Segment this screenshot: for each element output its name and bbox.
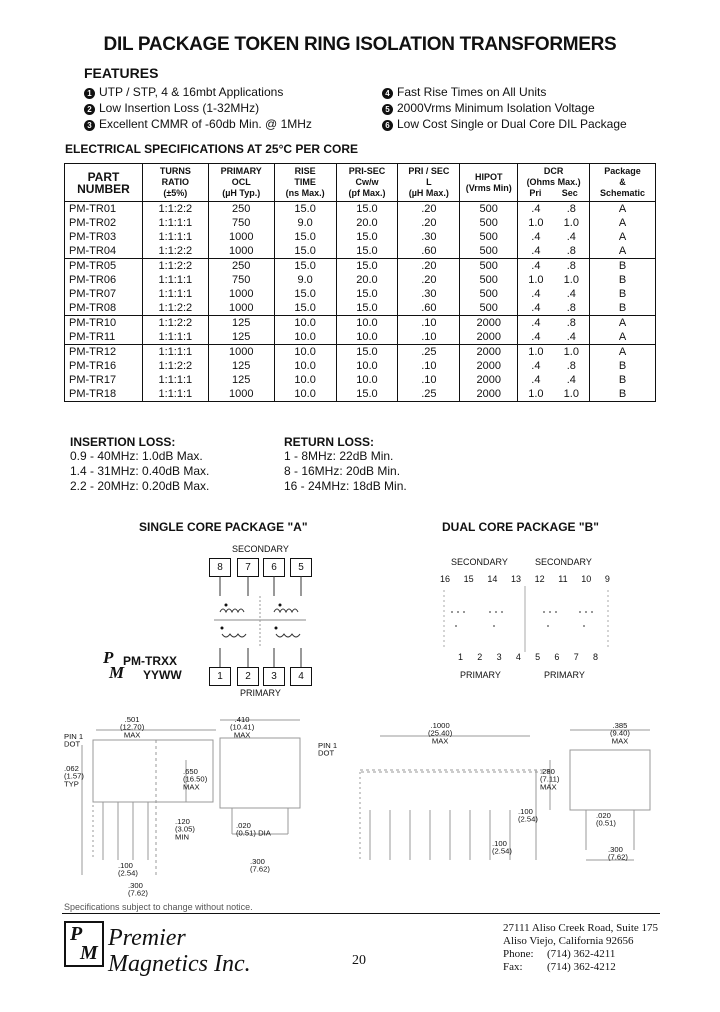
cell-cww: 15.0 [336,230,398,244]
cell-dcr [518,316,590,331]
return-loss-heading: RETURN LOSS: [284,435,374,449]
col-header-rise: RISE TIME (ns Max.) [274,164,336,202]
dim-b-body-width: .385 (9.40) MAX [610,721,630,745]
cell-ocl: 250 [208,202,274,217]
col-header-turns: TURNS RATIO (±5%) [142,164,208,202]
cell-dcr-sec: 1.0 [563,388,579,400]
table-row [65,273,656,287]
cell-part: PM-TR18 [65,387,143,402]
feature-item [382,116,627,132]
cell-rise: 10.0 [274,387,336,402]
phone-number: (714) 362-4211 [547,948,616,960]
cell-cww: 15.0 [336,387,398,402]
table-row [65,216,656,230]
cell-l: .60 [398,301,460,316]
cell-turns: 1:1:2:2 [142,359,208,373]
feature-number-badge: 3 [84,120,95,131]
dual-pin: 14 [487,574,498,584]
cell-dcr [518,387,590,402]
cell-hipot: 500 [460,259,518,274]
dim-a-pitch: .100 (2.54) [118,861,138,878]
cell-turns: 1:1:2:2 [142,301,208,316]
cell-hipot: 2000 [460,387,518,402]
pin-6: 6 [263,558,285,577]
cell-pkg: A [590,330,656,345]
insertion-loss-line: 2.2 - 20MHz: 0.20dB Max. [70,479,210,493]
dim-a-width: .501 (12.70) MAX [120,715,145,739]
pin-7: 7 [237,558,259,577]
company-address: 27111 Aliso Creek Road, Suite 175 Aliso Viejo, California 92656 Phone: (714) 362-4211 Fax: (714) 362-4212 [503,922,659,973]
cell-rise: 10.0 [274,345,336,360]
return-loss-line: 1 - 8MHz: 22dB Min. [284,449,394,463]
cell-l: .20 [398,202,460,217]
cell-pkg: A [590,345,656,360]
cell-dcr [518,301,590,316]
dim-a-pin-offset: .062 (1.57) TYP [64,764,84,788]
cell-cww: 15.0 [336,345,398,360]
cell-dcr [518,287,590,301]
cell-dcr [518,273,590,287]
cell-cww: 20.0 [336,216,398,230]
cell-dcr-sec: .8 [566,302,576,314]
dual-pin: 3 [496,652,502,662]
cell-dcr-pri: .4 [531,245,541,257]
cell-rise: 9.0 [274,216,336,230]
cell-part: PM-TR10 [65,316,143,331]
cell-part: PM-TR17 [65,373,143,387]
fax-number: (714) 362-4212 [547,961,616,973]
cell-pkg: A [590,216,656,230]
cell-pkg: B [590,387,656,402]
dual-pin: 15 [463,574,474,584]
cell-dcr-pri: .4 [531,331,541,343]
feature-item [84,84,312,100]
feature-number-badge: 4 [382,88,393,99]
cell-pkg: A [590,316,656,331]
cell-hipot: 2000 [460,373,518,387]
cell-rise: 15.0 [274,230,336,244]
cell-hipot: 500 [460,287,518,301]
cell-hipot: 2000 [460,345,518,360]
cell-part: PM-TR06 [65,273,143,287]
pin-5: 5 [290,558,312,577]
cell-rise: 15.0 [274,202,336,217]
cell-hipot: 500 [460,202,518,217]
dual-core-heading: DUAL CORE PACKAGE "B" [442,520,599,534]
cell-cww: 10.0 [336,316,398,331]
features-heading: FEATURES [84,65,159,81]
cell-turns: 1:1:1:1 [142,330,208,345]
dual-pin: 12 [534,574,545,584]
cell-rise: 10.0 [274,330,336,345]
cell-rise: 15.0 [274,301,336,316]
cell-turns: 1:1:1:1 [142,287,208,301]
dual-pin: 2 [477,652,483,662]
feature-text: 2000Vrms Minimum Isolation Voltage [397,101,595,115]
dim-a-lead-dia: .020 (0.51) DIA [236,821,271,838]
col-header-package: Package & Schematic [590,164,656,202]
col-header-hipot: HIPOT (Vrms Min) [460,164,518,202]
cell-dcr [518,259,590,274]
insertion-loss-line: 1.4 - 31MHz: 0.40dB Max. [70,464,210,478]
table-row [65,230,656,244]
cell-rise: 15.0 [274,287,336,301]
feature-item [84,116,312,132]
cell-l: .10 [398,330,460,345]
part-marking: PM-TRXX YYWW [123,654,182,682]
cell-dcr-pri: 1.0 [528,217,544,229]
cell-rise: 10.0 [274,316,336,331]
cell-dcr-pri: .4 [531,203,541,215]
cell-hipot: 500 [460,216,518,230]
single-primary-label: PRIMARY [240,688,281,698]
return-loss-line: 8 - 16MHz: 20dB Min. [284,464,401,478]
feature-number-badge: 1 [84,88,95,99]
cell-hipot: 2000 [460,330,518,345]
cell-turns: 1:1:1:1 [142,373,208,387]
cell-turns: 1:1:1:1 [142,273,208,287]
cell-cww: 10.0 [336,373,398,387]
cell-ocl: 1000 [208,301,274,316]
table-row [65,387,656,402]
dual-pin: 7 [573,652,579,662]
dual-bottom-pins [458,652,598,662]
cell-dcr-pri: .4 [531,231,541,243]
cell-dcr [518,230,590,244]
cell-ocl: 1000 [208,287,274,301]
cell-ocl: 250 [208,259,274,274]
feature-text: Excellent CMMR of -60db Min. @ 1MHz [99,117,312,131]
feature-text: UTP / STP, 4 & 16mbt Applications [99,85,284,99]
pin-2: 2 [237,667,259,686]
company-logo: P M [64,921,104,967]
dim-b-lead-length: .100 (2.54) [518,807,538,824]
cell-hipot: 500 [460,301,518,316]
feature-text: Low Cost Single or Dual Core DIL Package [397,117,627,131]
cell-l: .30 [398,287,460,301]
cell-rise: 10.0 [274,359,336,373]
feature-number-badge: 6 [382,120,393,131]
dual-pin: 13 [510,574,521,584]
electrical-spec-heading: ELECTRICAL SPECIFICATIONS AT 25°C PER CORE [65,142,359,156]
spec-change-note: Specifications subject to change without notice. [64,902,253,912]
dual-pin: 6 [554,652,560,662]
cell-cww: 15.0 [336,202,398,217]
cell-cww: 15.0 [336,287,398,301]
cell-cww: 10.0 [336,359,398,373]
cell-dcr [518,373,590,387]
cell-dcr-sec: .8 [566,203,576,215]
feature-number-badge: 2 [84,104,95,115]
cell-hipot: 500 [460,230,518,244]
cell-turns: 1:1:1:1 [142,345,208,360]
cell-ocl: 1000 [208,244,274,259]
insertion-loss-block [70,435,209,494]
cell-l: .20 [398,216,460,230]
cell-ocl: 1000 [208,387,274,402]
insertion-loss-heading: INSERTION LOSS: [70,435,176,449]
cell-dcr-sec: .4 [566,331,576,343]
cell-ocl: 750 [208,273,274,287]
dim-b-pin1-dot: PIN 1 DOT [318,741,338,758]
cell-dcr-sec: .8 [566,260,576,272]
pin-8: 8 [209,558,231,577]
cell-ocl: 125 [208,359,274,373]
dim-a-span: .300 (7.62) [128,881,148,898]
cell-dcr-pri: 1.0 [528,388,544,400]
cell-pkg: B [590,301,656,316]
cell-dcr-pri: 1.0 [528,274,544,286]
cell-dcr-pri: 1.0 [528,346,544,358]
cell-dcr-sec: 1.0 [563,274,579,286]
cell-part: PM-TR05 [65,259,143,274]
dim-a-row-spacing: .300 (7.62) [250,857,270,874]
cell-l: .30 [398,230,460,244]
cell-ocl: 125 [208,316,274,331]
single-secondary-label: SECONDARY [232,544,289,554]
cell-part: PM-TR11 [65,330,143,345]
dual-pin: 9 [604,574,610,584]
dim-b-lead-dia: .020 (0.51) [596,811,616,828]
cell-cww: 15.0 [336,259,398,274]
dim-b-pitch: .100 (2.54) [492,839,512,856]
insertion-loss-line: 0.9 - 40MHz: 1.0dB Max. [70,449,203,463]
cell-dcr-sec: .8 [566,245,576,257]
table-row [65,259,656,274]
dim-b-span: .300 (7.62) [608,845,628,862]
cell-part: PM-TR08 [65,301,143,316]
feature-text: Fast Rise Times on All Units [397,85,547,99]
page-title: DIL PACKAGE TOKEN RING ISOLATION TRANSFORMERS [103,34,617,55]
cell-hipot: 500 [460,273,518,287]
cell-cww: 20.0 [336,273,398,287]
dual-top-pins [440,574,610,584]
pin-4: 4 [290,667,312,686]
cell-part: PM-TR04 [65,244,143,259]
col-header-cww: PRI-SEC Cw/w (pf Max.) [336,164,398,202]
cell-turns: 1:1:2:2 [142,316,208,331]
cell-ocl: 1000 [208,230,274,244]
feature-number-badge: 5 [382,104,393,115]
single-core-schematic [200,576,320,668]
cell-dcr-sec: .4 [566,374,576,386]
col-header-part: PART NUMBER [65,164,143,202]
cell-dcr [518,216,590,230]
cell-rise: 15.0 [274,259,336,274]
cell-hipot: 500 [460,244,518,259]
cell-pkg: B [590,359,656,373]
col-header-l: PRI / SEC L (µH Max.) [398,164,460,202]
cell-dcr [518,345,590,360]
cell-cww: 15.0 [336,301,398,316]
cell-pkg: B [590,273,656,287]
spec-table-body [65,202,656,402]
cell-rise: 15.0 [274,244,336,259]
col-header-ocl: PRIMARY OCL (µH Typ.) [208,164,274,202]
feature-item [382,100,627,116]
dual-core-schematic [440,586,612,652]
cell-pkg: B [590,259,656,274]
cell-ocl: 125 [208,373,274,387]
table-row [65,359,656,373]
cell-rise: 10.0 [274,373,336,387]
cell-pkg: B [590,373,656,387]
cell-dcr-pri: .4 [531,302,541,314]
cell-ocl: 1000 [208,345,274,360]
cell-cww: 10.0 [336,330,398,345]
cell-turns: 1:1:2:2 [142,244,208,259]
cell-dcr-pri: .4 [531,288,541,300]
cell-part: PM-TR16 [65,359,143,373]
dim-a-body-width: .410 (10.41) MAX [230,715,255,739]
cell-dcr-sec: .8 [566,317,576,329]
col-header-dcr: DCR (Ohms Max.) Pri Sec [518,164,590,202]
cell-dcr-sec: 1.0 [563,346,579,358]
cell-ocl: 125 [208,330,274,345]
cell-dcr-pri: .4 [531,360,541,372]
cell-turns: 1:1:2:2 [142,259,208,274]
table-row [65,316,656,331]
table-row [65,373,656,387]
cell-turns: 1:1:2:2 [142,202,208,217]
cell-turns: 1:1:1:1 [142,216,208,230]
cell-l: .10 [398,316,460,331]
feature-item [382,84,627,100]
pin-1: 1 [209,667,231,686]
dim-a-height: .650 (16.50) MAX [183,767,208,791]
cell-dcr-pri: .4 [531,260,541,272]
cell-l: .10 [398,373,460,387]
cell-dcr-sec: 1.0 [563,217,579,229]
dual-pin: 10 [581,574,592,584]
cell-l: .20 [398,273,460,287]
spec-table [64,163,656,402]
cell-dcr-sec: .8 [566,360,576,372]
cell-part: PM-TR03 [65,230,143,244]
dim-b-width: .1000 (25.40) MAX [428,721,453,745]
cell-dcr [518,359,590,373]
dim-a-pin1-dot: PIN 1 DOT [64,732,84,749]
cell-pkg: A [590,230,656,244]
cell-dcr [518,330,590,345]
cell-part: PM-TR07 [65,287,143,301]
dual-primary-left-label: PRIMARY [460,670,501,680]
feature-text: Low Insertion Loss (1-32MHz) [99,101,260,115]
cell-part: PM-TR01 [65,202,143,217]
company-name: Premier Magnetics Inc. [108,925,251,977]
table-row [65,287,656,301]
single-core-heading: SINGLE CORE PACKAGE "A" [139,520,308,534]
cell-rise: 9.0 [274,273,336,287]
dual-secondary-right-label: SECONDARY [535,557,592,567]
cell-pkg: A [590,244,656,259]
cell-l: .60 [398,244,460,259]
dual-pin: 11 [558,574,568,584]
return-loss-block [284,435,407,494]
cell-dcr-pri: .4 [531,317,541,329]
table-row [65,345,656,360]
cell-turns: 1:1:1:1 [142,387,208,402]
table-row [65,301,656,316]
cell-pkg: A [590,202,656,217]
table-row [65,244,656,259]
spec-table-header-row [65,164,656,202]
cell-l: .25 [398,387,460,402]
cell-part: PM-TR12 [65,345,143,360]
cell-l: .10 [398,359,460,373]
dual-pin: 16 [440,574,451,584]
cell-ocl: 750 [208,216,274,230]
return-loss-line: 16 - 24MHz: 18dB Min. [284,479,407,493]
cell-dcr [518,244,590,259]
cell-turns: 1:1:1:1 [142,230,208,244]
feature-item [84,100,312,116]
features-right-list [382,84,627,132]
dual-pin: 4 [515,652,521,662]
dim-a-lead-length: .120 (3.05) MIN [175,817,195,841]
dual-pin: 8 [592,652,598,662]
table-row [65,202,656,217]
cell-hipot: 2000 [460,316,518,331]
package-a-drawing [56,710,346,900]
dual-pin: 1 [458,652,464,662]
cell-dcr-sec: .4 [566,231,576,243]
features-left-list [84,84,312,132]
dual-pin: 5 [535,652,541,662]
cell-l: .25 [398,345,460,360]
cell-part: PM-TR02 [65,216,143,230]
cell-l: .20 [398,259,460,274]
dual-secondary-left-label: SECONDARY [451,557,508,567]
pm-logo-mark: P M [103,648,125,682]
cell-cww: 15.0 [336,244,398,259]
dual-primary-right-label: PRIMARY [544,670,585,680]
cell-dcr-sec: .4 [566,288,576,300]
cell-dcr-pri: .4 [531,374,541,386]
cell-hipot: 2000 [460,359,518,373]
cell-dcr [518,202,590,217]
footer-divider [62,913,660,914]
cell-pkg: B [590,287,656,301]
table-row [65,330,656,345]
pin-3: 3 [263,667,285,686]
page-number: 20 [352,953,366,968]
dim-b-height: .280 (7.11) MAX [540,767,560,791]
